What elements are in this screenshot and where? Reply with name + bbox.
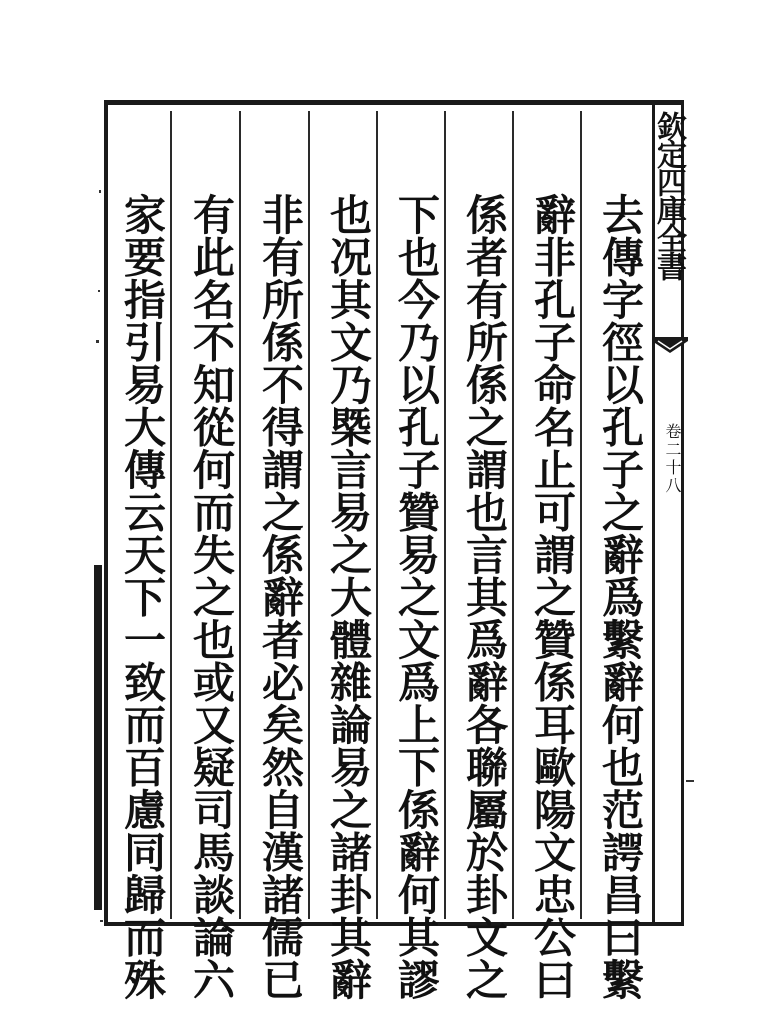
column-text: 家要指引易大傳云天下一致而百慮同歸而殊: [118, 193, 167, 1001]
volume-label: 卷二十八: [663, 423, 682, 495]
text-column-8: [108, 111, 172, 1001]
text-column-1: [586, 111, 650, 1001]
column-text: 係者有所係之謂也言其爲辭各聯屬於卦文之: [460, 193, 509, 1001]
column-text: 有此名不知從何而失之也或又疑司馬談論六: [187, 193, 236, 1001]
column-text: 下也今乃以孔子贊易之文爲上下係辭何其謬: [392, 193, 441, 1001]
column-text: 非有所係不得謂之係辭者必矣然自漢諸儒已: [256, 193, 305, 1001]
column-text: 去傳字徑以孔子之辭爲繫辭何也范諤昌曰繫: [596, 193, 645, 1001]
text-column-7: [177, 111, 241, 1001]
text-column-3: [450, 111, 514, 1001]
column-text: 辭非孔子命名止可謂之贊係耳歐陽文忠公曰: [528, 193, 577, 1001]
text-column-2: [518, 111, 582, 1001]
text-column-4: [382, 111, 446, 1001]
page-margin-strip: [652, 100, 684, 926]
text-column-5: [314, 111, 378, 1001]
fishtail-mark-icon: [652, 335, 688, 355]
book-title: 欽定四庫全書: [651, 111, 686, 279]
text-block: [104, 100, 652, 1001]
column-text: 也况其文乃槩言易之大體雜論易之諸卦其辭: [324, 193, 373, 1001]
text-column-6: [246, 111, 310, 1001]
